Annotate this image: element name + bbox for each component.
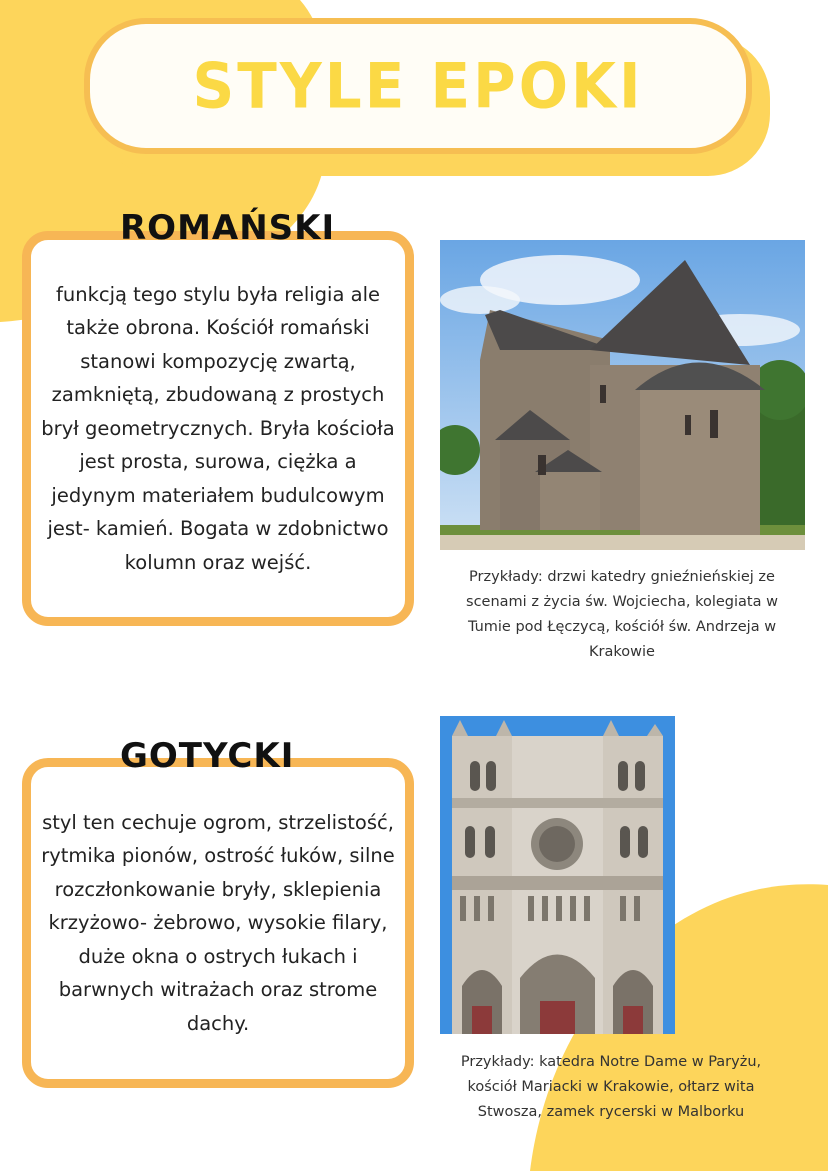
card-gotycki-text: styl ten cechuje ogrom, strzelistość, rytmika pionów, ostrość łuków, silne rozczłonkowanie bryły, sklepienia krzyżowo- żebrowo, wysokie filary, duże okna o ostrych łukach i barwnych witrażach oraz strome dachy. [41, 810, 395, 1035]
page-title: STYLE EPOKI [192, 49, 644, 123]
caption-romanski: Przykłady: drzwi katedry gnieźnieńskiej ze scenami z życia św. Wojciecha, kolegiata w Tumie pod Łęczycą, kościół św. Andrzeja w Krakowie [466, 569, 778, 660]
card-romanski [22, 231, 414, 626]
card-romanski-text: funkcją tego stylu była religia ale także obrona. Kościół romański stanowi kompozycję zwartą, zamkniętą, zbudowaną z prostych brył geometrycznych. Bryła kościoła jest prosta, surowa, ciężka a jedynym materiałem budulcowym jest- kamień. Bogata w zdobnictwo kolumn oraz wejść. [41, 282, 395, 574]
gothic-cathedral-photo [440, 716, 675, 1034]
caption-gotycki: Przykłady: katedra Notre Dame w Paryżu, kościół Mariacki w Krakowie, ołtarz wita Stwosza, zamek rycerski w Malborku [460, 1054, 762, 1120]
romanesque-church-photo [440, 240, 805, 550]
heading-gotycki: GOTYCKI [120, 736, 295, 776]
heading-romanski: ROMAŃSKI [120, 208, 336, 248]
title-banner [84, 18, 752, 154]
card-gotycki [22, 758, 414, 1088]
